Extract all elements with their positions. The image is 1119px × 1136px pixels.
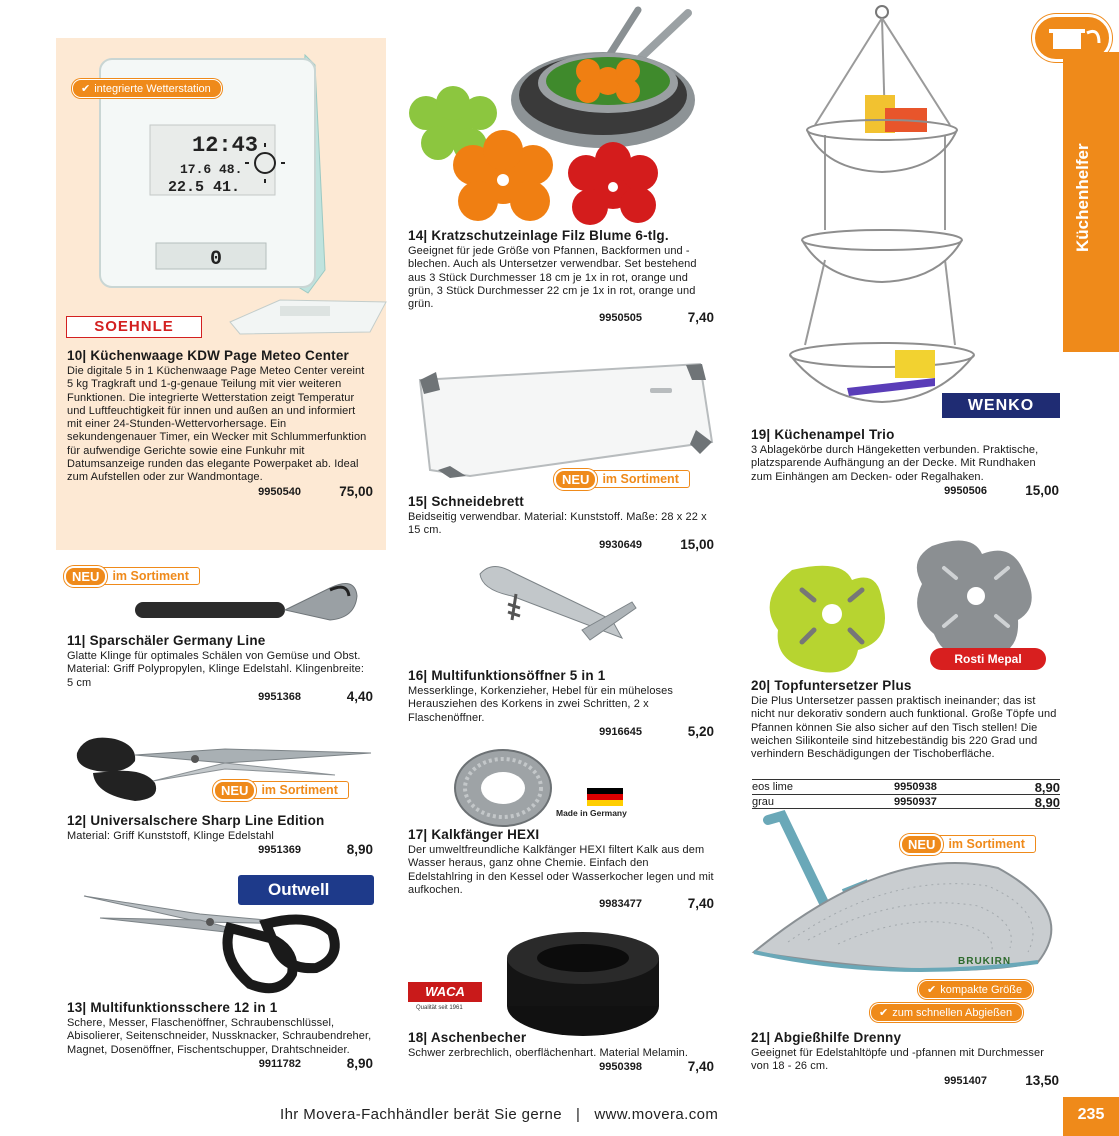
- badge-neu-im-sortiment-15: [554, 469, 690, 489]
- product-19-desc: 3 Ablagekörbe durch Hängeketten verbunden. Praktische, platzsparende Aufhängung an der Decke. Mit Rundhaken zum Einhängen am Decken- oder Regalhaken.: [751, 444, 1039, 483]
- product-11-title: 11| Sparschäler Germany Line: [67, 633, 266, 648]
- product-19-art-no: 9950506: [944, 484, 987, 497]
- brand-logo-outwell: Outwell: [238, 875, 374, 905]
- variant-color: eos lime: [752, 781, 793, 793]
- product-19-price: 15,00: [1025, 482, 1059, 498]
- check-icon: ✔: [81, 83, 91, 95]
- product-13-title: 13| Multifunktionsschere 12 in 1: [67, 1000, 278, 1015]
- badge-neu-im-sortiment-21: [900, 834, 1036, 854]
- brand-waca-tagline: Qualität seit 1961: [416, 1005, 463, 1011]
- product-21: [751, 1030, 1059, 1088]
- product-21-title: 21| Abgießhilfe Drenny: [751, 1030, 902, 1045]
- product-21-desc: Geeignet für Edelstahltöpfe und -pfannen mit Durchmesser von 18 - 26 cm.: [751, 1047, 1044, 1073]
- product-18-desc: Schwer zerbrechlich, oberflächenhart. Material Melamin.: [408, 1047, 689, 1059]
- product-13-art-no: 9911782: [258, 1057, 301, 1070]
- product-19-title: 19| Küchenampel Trio: [751, 427, 895, 442]
- badge-compact-size-label: kompakte Größe: [940, 984, 1023, 996]
- product-18-title: 18| Aschenbecher: [408, 1030, 527, 1045]
- badge-fast-draining: [870, 1003, 1023, 1022]
- neu-label: NEU: [64, 566, 107, 587]
- peeler-image: [125, 568, 365, 628]
- product-13: [67, 1000, 373, 1071]
- im-sortiment-label: im Sortiment: [591, 470, 689, 488]
- product-17-title: 17| Kalkfänger HEXI: [408, 827, 540, 842]
- product-14-desc: Geeignet für jede Größe von Pfannen, Backformen und -blechen. Auch als Untersetzer verwendbar. Set bestehend aus 3 Stück Durchmesser 18 cm je 1x in rot, orange und grün, 3 Stück Durchmesser 22 cm je 1x in rot, orange und grün.: [408, 245, 697, 311]
- badge-neu-im-sortiment-12: [213, 780, 349, 800]
- product-17-desc: Der umweltfreundliche Kalkfänger HEXI filtert Kalk aus dem Wasser heraus, ganz ohne Chemie. Einfach den Edelstahlring in den Kessel oder Wasserkocher legen und mit aufkochen.: [408, 844, 714, 896]
- im-sortiment-label: im Sortiment: [250, 781, 348, 799]
- badge-fast-draining-label: zum schnellen Abgießen: [892, 1007, 1013, 1019]
- brand-logo-wenko: WENKO: [942, 393, 1060, 418]
- product-18-price-row: [408, 1060, 714, 1074]
- variant-art-no: 9950938: [894, 781, 937, 793]
- product-10-title: 10| Küchenwaage KDW Page Meteo Center: [67, 348, 349, 363]
- product-20: [751, 678, 1059, 761]
- product-21-price-row: [751, 1074, 1059, 1088]
- brand-logo-soehnle: SOEHNLE: [66, 316, 202, 338]
- brand-logo-brukirn: BRUKIRN: [958, 956, 1012, 967]
- scale-temp-readout: 22.5 41.: [168, 179, 241, 196]
- variant-price: 8,90: [1034, 780, 1060, 795]
- product-12-art-no: 9951369: [258, 844, 301, 857]
- product-16: [408, 668, 714, 739]
- variant-color: grau: [752, 796, 775, 808]
- neu-label: NEU: [213, 780, 256, 801]
- product-14: [408, 228, 714, 325]
- variant-art-no: 9950937: [894, 796, 937, 808]
- scale-humidity-readout: 17.6 48.: [180, 162, 243, 177]
- made-in-germany-label: Made in Germany: [556, 808, 627, 818]
- product-11-desc: Glatte Klinge für optimales Schälen von Gemüse und Obst. Material: Griff Polypropylen, Klinge Edelstahl. Klingenbreite: 5 cm: [67, 650, 365, 689]
- product-10: [67, 348, 373, 499]
- product-15-title: 15| Schneidebrett: [408, 494, 524, 509]
- product-13-desc: Schere, Messer, Flaschenöffner, Schraubenschlüssel, Abisolierer, Seitenschneider, Nussknacker, Schraubendreher, Magnet, Dosenöffner, Fischentschupper, Drahtschneider.: [67, 1017, 372, 1056]
- page-number: 235: [1063, 1097, 1119, 1136]
- product-17: [408, 827, 714, 911]
- product-13-price-row: [67, 1057, 373, 1071]
- check-icon: ✔: [879, 1007, 889, 1019]
- section-tab: [1063, 52, 1119, 352]
- footer-website-link[interactable]: www.movera.com: [594, 1106, 719, 1123]
- limescale-catcher-image: [448, 748, 558, 832]
- product-12-desc: Material: Griff Kunststoff, Klinge Edelstahl: [67, 830, 274, 842]
- product-14-title: 14| Kratzschutzeinlage Filz Blume 6-tlg.: [408, 228, 669, 243]
- product-16-price: 5,20: [687, 723, 714, 739]
- product-16-art-no: 9916645: [599, 725, 642, 738]
- product-15-price: 15,00: [680, 536, 714, 552]
- product-10-art-no: 9950540: [258, 485, 301, 498]
- table-row: [752, 794, 1060, 809]
- product-13-price: 8,90: [346, 1055, 373, 1071]
- product-16-desc: Messerklinge, Korkenzieher, Hebel für ein müheloses Herausziehen des Korkens in zwei Schritten, 2 x Flaschenöffner.: [408, 685, 673, 724]
- product-11-price: 4,40: [346, 688, 373, 704]
- product-16-title: 16| Multifunktionsöffner 5 in 1: [408, 668, 606, 683]
- product-20-variant-table: [752, 779, 1060, 809]
- product-10-price-row: [67, 485, 373, 499]
- product-11-price-row: [67, 690, 373, 704]
- ashtray-image: [503, 928, 663, 1038]
- footer-dealer-text: Ihr Movera-Fachhändler berät Sie gerne: [280, 1106, 563, 1123]
- page-footer: [280, 1106, 718, 1123]
- multitool-scissors-image: [80, 888, 340, 998]
- brand-logo-waca: WACA: [408, 982, 482, 1002]
- product-15-desc: Beidseitig verwendbar. Material: Kunststoff. Maße: 28 x 22 x 15 cm.: [408, 511, 707, 537]
- product-18-art-no: 9950398: [599, 1061, 642, 1074]
- product-18: [408, 1030, 714, 1074]
- product-15: [408, 494, 714, 552]
- product-20-desc: Die Plus Untersetzer passen praktisch ineinander; das ist nicht nur dekorativ sondern auch funktional. Große Töpfe und Pfannen können Sie also sicher auf den Tisch stellen! Die weichen Silikonteile sind hitzebeständig bis 220 Grad und verhindern Beschädigungen der Tischoberfläche.: [751, 695, 1057, 761]
- badge-weather-station: [72, 79, 222, 98]
- product-15-price-row: [408, 538, 714, 552]
- product-11-art-no: 9951368: [258, 690, 301, 703]
- product-16-price-row: [408, 725, 714, 739]
- product-21-price: 13,50: [1025, 1072, 1059, 1088]
- product-20-title: 20| Topfuntersetzer Plus: [751, 678, 912, 693]
- neu-label: NEU: [554, 469, 597, 490]
- felt-flower-pan-image: [398, 5, 718, 225]
- variant-price: 8,90: [1034, 795, 1060, 810]
- scale-weight-readout: 0: [210, 248, 223, 271]
- product-10-price: 75,00: [339, 483, 373, 499]
- product-18-price: 7,40: [687, 1059, 714, 1075]
- product-11: [67, 633, 373, 704]
- product-17-art-no: 9983477: [599, 898, 642, 911]
- product-12-price-row: [67, 843, 373, 857]
- corkscrew-image: [472, 560, 642, 660]
- brand-logo-rosti-mepal: Rosti Mepal: [930, 648, 1046, 670]
- cutting-board-image: [410, 360, 720, 480]
- check-icon: ✔: [927, 984, 937, 996]
- im-sortiment-label: im Sortiment: [101, 567, 199, 585]
- product-15-art-no: 9930649: [599, 538, 642, 551]
- table-row: [752, 779, 1060, 794]
- section-tab-label: Küchenhelfer: [1073, 143, 1092, 252]
- product-12-title: 12| Universalschere Sharp Line Edition: [67, 813, 325, 828]
- product-14-price-row: [408, 311, 714, 325]
- flat-scale-image: [220, 292, 390, 342]
- product-12-price: 8,90: [346, 842, 373, 858]
- product-19-price-row: [751, 484, 1059, 498]
- scale-time-readout: 12:43: [192, 133, 259, 158]
- product-17-price: 7,40: [687, 896, 714, 912]
- product-12: [67, 813, 373, 857]
- im-sortiment-label: im Sortiment: [937, 835, 1035, 853]
- footer-separator: |: [576, 1106, 581, 1123]
- badge-compact-size: [918, 980, 1033, 999]
- product-14-price: 7,40: [687, 310, 714, 326]
- product-21-art-no: 9951407: [944, 1074, 987, 1087]
- neu-label: NEU: [900, 834, 943, 855]
- hanging-basket-image: [785, 0, 975, 420]
- badge-weather-station-label: integrierte Wetterstation: [94, 83, 211, 95]
- product-19: [751, 427, 1059, 498]
- product-14-art-no: 9950505: [599, 312, 642, 325]
- product-17-price-row: [408, 897, 714, 911]
- german-flag-icon: [587, 788, 623, 806]
- product-10-desc: Die digitale 5 in 1 Küchenwaage Page Meteo Center vereint 5 kg Tragkraft und 1-g-genaue Teilung mit vier weiteren Funktionen. Die integrierte Wetterstation zeigt Temperatur und Luftfeuchtigkeit für innen und außen an und informiert mit einer 24-Stunden-Wettervorhersage. Ein sekundengenauer Timer, ein Wecker mit Schlummerfunktion für aufwendige Gerichte sowie eine Funkuhr mit Datumsanzeige runden das elegante Powerpaket ab. Ideal zum Aufstellen oder zur Wandmontage.: [67, 365, 367, 484]
